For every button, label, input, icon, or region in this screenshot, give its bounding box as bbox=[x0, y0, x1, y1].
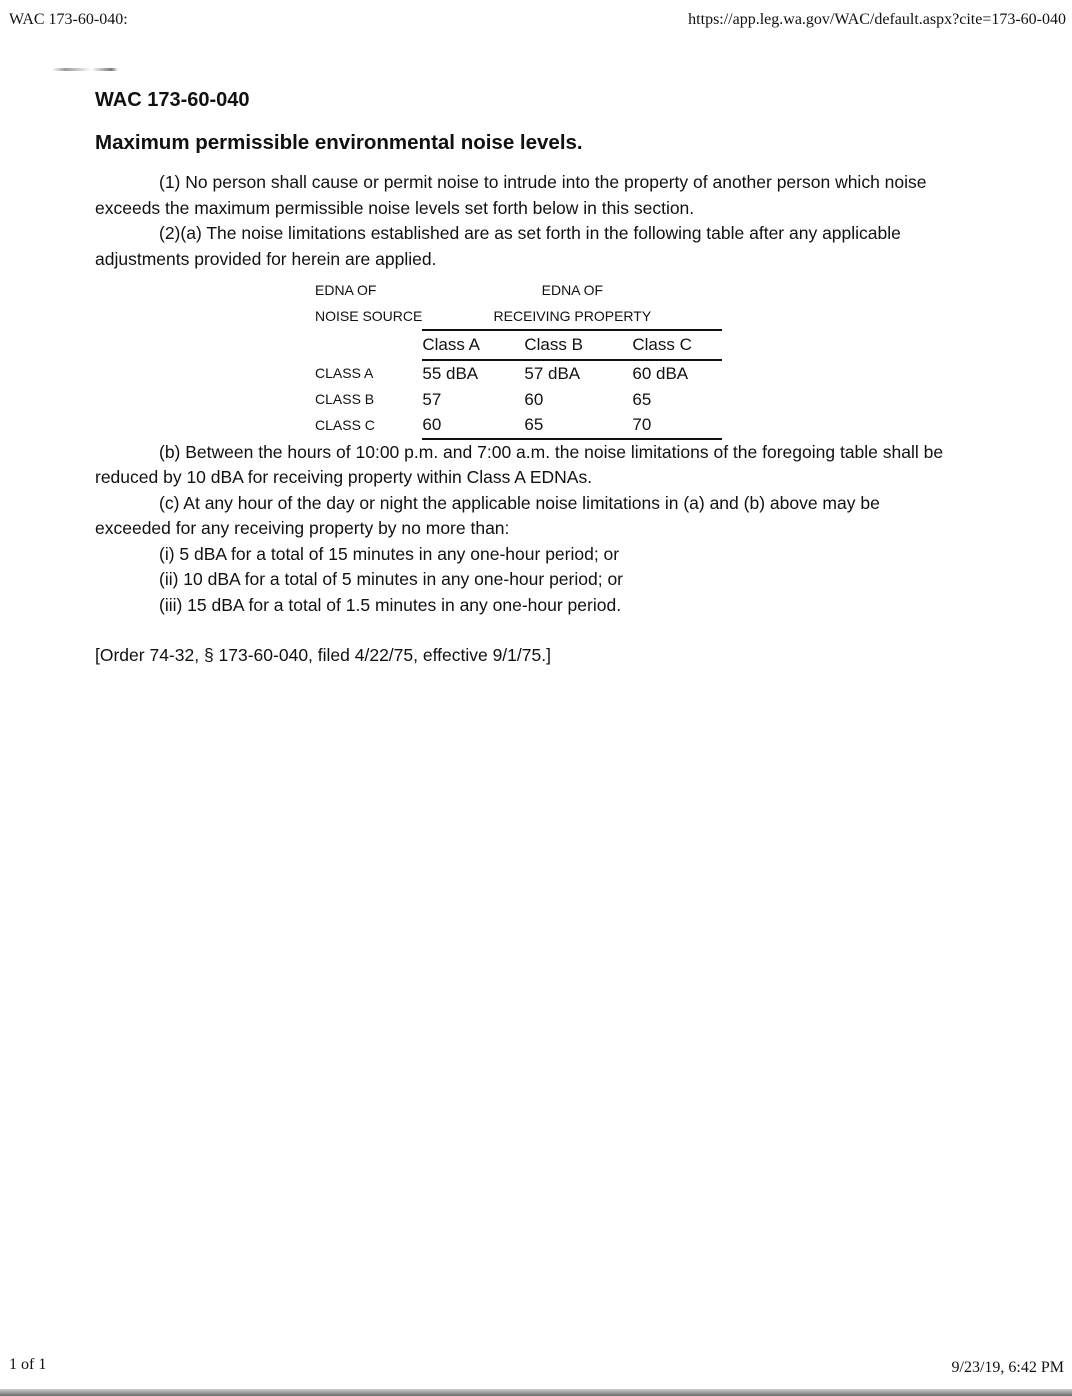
table-cell: 57 bbox=[422, 389, 442, 409]
table-row-class-c bbox=[315, 412, 722, 439]
paragraph-1: (1) No person shall cause or permit noise to intrude into the property of another person which noise exceeds the maximum permissible noise levels set forth below in this section. bbox=[95, 172, 927, 218]
source-header-line2: NOISE SOURCE bbox=[315, 308, 423, 324]
section-number: WAC 173-60-040 bbox=[95, 89, 250, 111]
table-cell: 65 bbox=[524, 412, 632, 439]
document-body bbox=[95, 88, 955, 667]
subparagraph-iii: (iii) 15 dBA for a total of 1.5 minutes in any one-hour period. bbox=[159, 594, 622, 615]
citation: [Order 74-32, § 173-60-040, filed 4/22/75, effective 9/1/75.] bbox=[95, 645, 551, 665]
subparagraph-ii: (ii) 10 dBA for a total of 5 minutes in any one-hour period; or bbox=[159, 569, 624, 589]
receiving-header-line1: EDNA OF bbox=[541, 282, 604, 298]
page-bottom-edge bbox=[0, 1389, 1072, 1396]
table-cell: 60 bbox=[422, 412, 524, 439]
table-row-class-a bbox=[315, 360, 722, 387]
source-header-line1: EDNA OF bbox=[315, 282, 377, 298]
column-header-class-a: Class A bbox=[422, 330, 524, 360]
column-header-class-b: Class B bbox=[524, 330, 632, 360]
section-text bbox=[95, 170, 955, 618]
noise-limits-table bbox=[315, 278, 722, 440]
receiving-header-line2: RECEIVING PROPERTY bbox=[422, 304, 722, 331]
table-cell: 60 dBA bbox=[632, 364, 689, 383]
table-cell: 57 dBA bbox=[524, 364, 581, 383]
section-title: Maximum permissible environmental noise levels. bbox=[95, 131, 583, 154]
paragraph-2a: (2)(a) The noise limitations established are as set forth in the following table after any applicable adjustments provided for herein are applied. bbox=[95, 223, 901, 269]
table-cell: 65 bbox=[632, 389, 652, 409]
table-cell: 55 dBA bbox=[422, 364, 479, 383]
table-cell: 60 bbox=[524, 389, 544, 409]
print-footer-page: 1 of 1 bbox=[9, 1356, 47, 1373]
row-label: CLASS A bbox=[315, 364, 374, 381]
print-header-title: WAC 173-60-040: bbox=[9, 11, 128, 28]
subparagraph-i: (i) 5 dBA for a total of 15 minutes in any one-hour period; or bbox=[159, 543, 620, 564]
scan-mark bbox=[52, 68, 118, 71]
row-label: CLASS C bbox=[315, 416, 375, 433]
table-cell: 70 bbox=[632, 412, 722, 439]
print-footer-datetime: 9/23/19, 6:42 PM bbox=[951, 1359, 1064, 1376]
table-row-class-b bbox=[315, 387, 722, 413]
column-header-class-c: Class C bbox=[632, 330, 722, 360]
row-label: CLASS B bbox=[315, 390, 375, 407]
paragraph-2b: (b) Between the hours of 10:00 p.m. and 7:00 a.m. the noise limitations of the foregoing table shall be reduced by 10 dBA for receiving property within Class A EDNAs. bbox=[95, 441, 944, 487]
print-header-url: https://app.leg.wa.gov/WAC/default.aspx?cite=173-60-040 bbox=[688, 11, 1066, 28]
paragraph-2c: (c) At any hour of the day or night the applicable noise limitations in (a) and (b) above may be exceeded for any receiving property by no more than: bbox=[95, 492, 880, 538]
